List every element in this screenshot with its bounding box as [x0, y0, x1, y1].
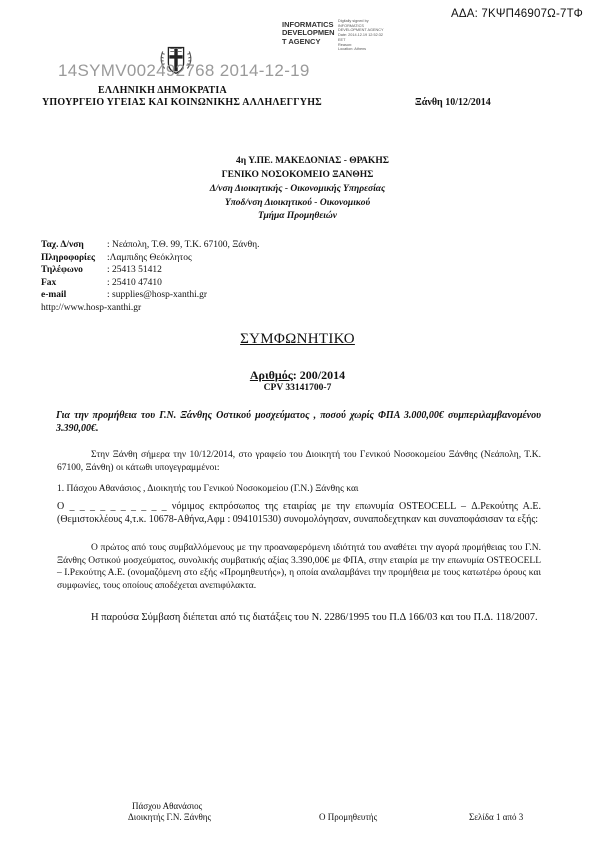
stamp-detail-line: EET	[338, 37, 346, 42]
document-number-label: Αριθμός	[249, 368, 293, 382]
contact-address: : Νεάπολη, Τ.Θ. 99, Τ.Κ. 67100, Ξάνθη.	[107, 240, 260, 250]
paragraph-intro: Στην Ξάνθη σήμερα την 10/12/2014, στο γραφείο του Διοικητή του Γενικού Νοσοκομείου Ξάνθης (Νεάπολη, Τ.Κ. 67100, Ξάνθη) οι κάτωθι υπογεγραμμένοι:	[57, 450, 541, 473]
contact-fax: : 25410 47410	[107, 277, 162, 288]
org-region: 4η Υ.ΠΕ. ΜΑΚΕΔΟΝΙΑΣ - ΘΡΑΚΗΣ	[236, 156, 389, 166]
header-ministry: ΥΠΟΥΡΓΕΙΟ ΥΓΕΙΑΣ ΚΑΙ ΚΟΙΝΩΝΙΚΗΣ ΑΛΛΗΛΕΓΓΥΗΣ	[42, 97, 322, 108]
contact-email: : supplies@hosp-xanthi.gr	[107, 290, 208, 301]
header-date: Ξάνθη 10/12/2014	[415, 97, 491, 108]
stamp-detail-line: Location: Athens	[338, 47, 367, 52]
contact-phone: : 25413 51412	[107, 265, 162, 276]
cpv-code: CPV 33141700-7	[263, 383, 332, 393]
org-directorate: Δ/νση Διοικητικής - Οικονομικής Υπηρεσίας	[209, 184, 386, 194]
org-subdirectorate: Υποδ/νση Διοικητικού - Οικονομικού	[224, 198, 371, 208]
contact-phone-row	[41, 264, 259, 277]
contact-block	[41, 239, 259, 315]
stamp-line: INFORMATICS	[282, 20, 334, 29]
stamp-detail-line: DEVELOPMENT AGENCY	[338, 28, 384, 33]
stamp-detail-line: INFORMATICS	[338, 23, 364, 28]
document-title: ΣΥΜΦΩΝΗΤΙΚΟ	[240, 331, 355, 347]
ada-code: ΑΔΑ: 7ΚΨΠ46907Ω-7ΤΦ	[451, 8, 583, 20]
contact-email-label: e-mail	[41, 290, 67, 301]
digital-signature-stamp	[282, 21, 335, 46]
footer-signer-title: Διοικητής Γ.Ν. Ξάνθης	[128, 811, 212, 822]
paragraph-assignment: Ο πρώτος από τους συμβαλλόμενους με την προαναφερόμενη ιδιότητά του αναθέτει την αγορά προμήθειας του Γ.Ν. Ξάνθης Οστικού μοσχεύματος, συνολικής συμβατικής αξίας 3.390,00€ με ΦΠΑ, στην εταιρία με την επωνυμία OSTEOCELL – Ι.Ρεκούτης Α.Ε. (ονομαζόμενη στο εξής «Προμηθευτής»), η οποία αναλαμβάνει την προμήθεια με τους κατωτέρω όρους και συμφωνίες, τους οποίους αποδέχεται ανεπιφύλακτα.	[57, 543, 541, 591]
contact-phone-label: Τηλέφωνο	[41, 265, 83, 276]
contact-info-label: Πληροφορίες	[41, 252, 96, 263]
stamp-line: T AGENCY	[282, 36, 321, 46]
contact-website: http://www.hosp-xanthi.gr	[41, 302, 142, 313]
footer-supplier: Ο Προμηθευτής	[319, 812, 378, 822]
contact-fax-row	[41, 277, 259, 290]
contact-fax-label: Fax	[41, 277, 57, 288]
paragraph-party-two: Ο _ _ _ _ _ _ _ _ _ _ νόμιμος εκπρόσωπος της εταιρίας με την επωνυμία OSTEOCELL – Δ.Ρεκούτης Α.Ε. (Θεμιστοκλέους 4,τ.κ. 10678-Αθήνα,Αφμ : 094101530) συνομολόγησαν, συναποδεχτηκαν και συναποφάσισαν τα εξής:	[57, 501, 541, 525]
org-hospital: ΓΕΝΙΚΟ ΝΟΣΟΚΟΜΕΙΟ ΞΑΝΘΗΣ	[221, 170, 374, 180]
contact-email-row	[41, 289, 259, 302]
contact-address-label: Ταχ. Δ/νση	[41, 240, 84, 250]
contact-info: :Λαμπιδης Θεόκλητος	[107, 252, 192, 263]
org-department: Τμήμα Προμηθειών	[258, 211, 337, 221]
protocol-watermark: 14SYMV002492768 2014-12-19	[58, 61, 310, 80]
stamp-detail-line: Reason:	[338, 42, 353, 47]
stamp-detail-line: Digitally signed by	[338, 19, 369, 23]
stamp-line: DEVELOPMEN	[282, 28, 335, 38]
digital-signature-details	[338, 19, 408, 52]
footer-signer	[128, 801, 211, 822]
document-number-value: : 200/2014	[292, 368, 346, 382]
contract-subject: Για την προμήθεια του Γ.Ν. Ξάνθης Οστικού μοσχεύματος , ποσού χωρίς ΦΠΑ 3.000,00€ συμπεριλαμβανομένου 3.390,00€.	[56, 410, 541, 434]
header-nation: ΕΛΛΗΝΙΚΗ ΔΗΜΟΚΡΑΤΙΑ	[98, 85, 227, 96]
stamp-detail-line: Date: 2014.12.19 12:52:32	[338, 33, 383, 38]
footer-signer-name: Πάσχου Αθανάσιος	[132, 801, 203, 811]
contact-info-row	[41, 252, 259, 265]
paragraph-party-one: 1. Πάσχου Αθανάσιος , Διοικητής του Γενικού Νοσοκομείου (Γ.Ν.) Ξάνθης και	[57, 484, 359, 494]
page-number: Σελίδα 1 από 3	[469, 812, 524, 822]
paragraph-legal-basis: Η παρούσα Σύμβαση διέπεται από τις διατάξεις του Ν. 2286/1995 του Π.Δ 166/03 και του Π.Δ. 118/2007.	[91, 612, 538, 623]
document-number	[0, 368, 595, 383]
contact-address-row	[41, 239, 259, 252]
